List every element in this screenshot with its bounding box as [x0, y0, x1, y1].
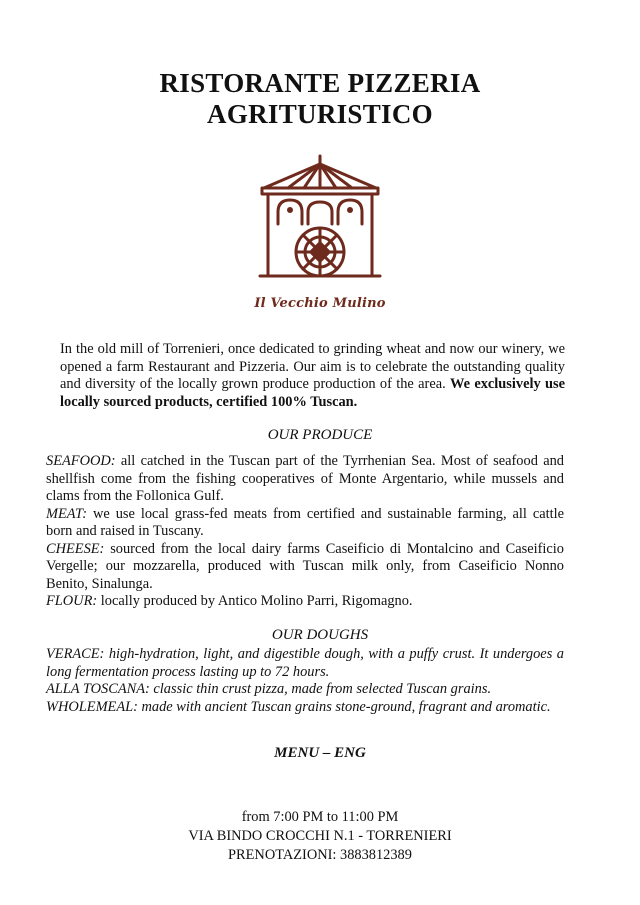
address: VIA BINDO CROCCHI N.1 - TORRENIERI — [188, 828, 452, 844]
booking-phone: PRENOTAZIONI: 3883812389 — [228, 847, 412, 863]
produce-item-cheese — [46, 541, 564, 594]
doughs-heading: OUR DOUGHS — [271, 627, 369, 643]
produce-list — [46, 453, 564, 611]
produce-heading: OUR PRODUCE — [267, 427, 373, 443]
produce-item-seafood — [46, 453, 564, 506]
intro-paragraph — [60, 341, 565, 411]
produce-item-label: SEAFOOD: — [46, 453, 116, 469]
intro-text: In the old mill of Torrenieri, once dedicated to grinding wheat and now our winery, we opened a farm Restaurant and Pizzeria. Our aim is to celebrate the outstanding quality and diversity of the locally grown produce production of the area. — [60, 341, 565, 392]
dough-item-verace: VERACE: high-hydration, light, and digestible dough, with a puffy crust. It undergoes a long fermentation process lasting up to 72 hours. — [46, 646, 564, 680]
intro-bold-text: We exclusively use locally sourced products, certified 100% Tuscan. — [60, 376, 565, 410]
produce-item-meat — [46, 506, 564, 541]
doughs-list — [46, 646, 564, 716]
produce-item-text: all catched in the Tuscan part of the Tyrrhenian Sea. Most of seafood and shellfish come from the fishing cooperatives of Monte Argentario, while mussels and clams from the Follonica Gulf. — [46, 453, 564, 504]
produce-item-flour — [46, 593, 564, 611]
restaurant-logo — [250, 152, 390, 327]
menu-language-label: MENU – ENG — [274, 745, 366, 761]
footer — [0, 808, 640, 865]
logo-name: Il Vecchio Mulino — [254, 296, 386, 311]
title-line-1: RISTORANTE PIZZERIA — [159, 68, 481, 98]
mill-pavilion-logo-icon — [250, 152, 390, 292]
opening-hours: from 7:00 PM to 11:00 PM — [241, 809, 399, 825]
produce-item-text: we use local grass-fed meats from certified and sustainable farming, all cattle born and raised in Tuscany. — [46, 505, 564, 539]
page-title — [0, 68, 640, 130]
produce-item-label: CHEESE: — [46, 540, 105, 557]
produce-item-label: FLOUR: — [46, 593, 98, 609]
produce-item-label: MEAT: — [46, 505, 88, 522]
dough-item-toscana: ALLA TOSCANA: classic thin crust pizza, made from selected Tuscan grains. — [46, 681, 492, 697]
dough-item-wholemeal: WHOLEMEAL: made with ancient Tuscan grains stone-ground, fragrant and aromatic. — [46, 698, 551, 715]
produce-item-text: locally produced by Antico Molino Parri, Rigomagno. — [100, 593, 413, 609]
produce-item-text: sourced from the local dairy farms Caseificio di Montalcino and Caseificio Vergelle; our mozzarella, produced with Tuscan milk only, from Caseificio Nonno Benito, Sinalunga. — [46, 540, 564, 592]
title-line-2: AGRITURISTICO — [207, 99, 433, 129]
